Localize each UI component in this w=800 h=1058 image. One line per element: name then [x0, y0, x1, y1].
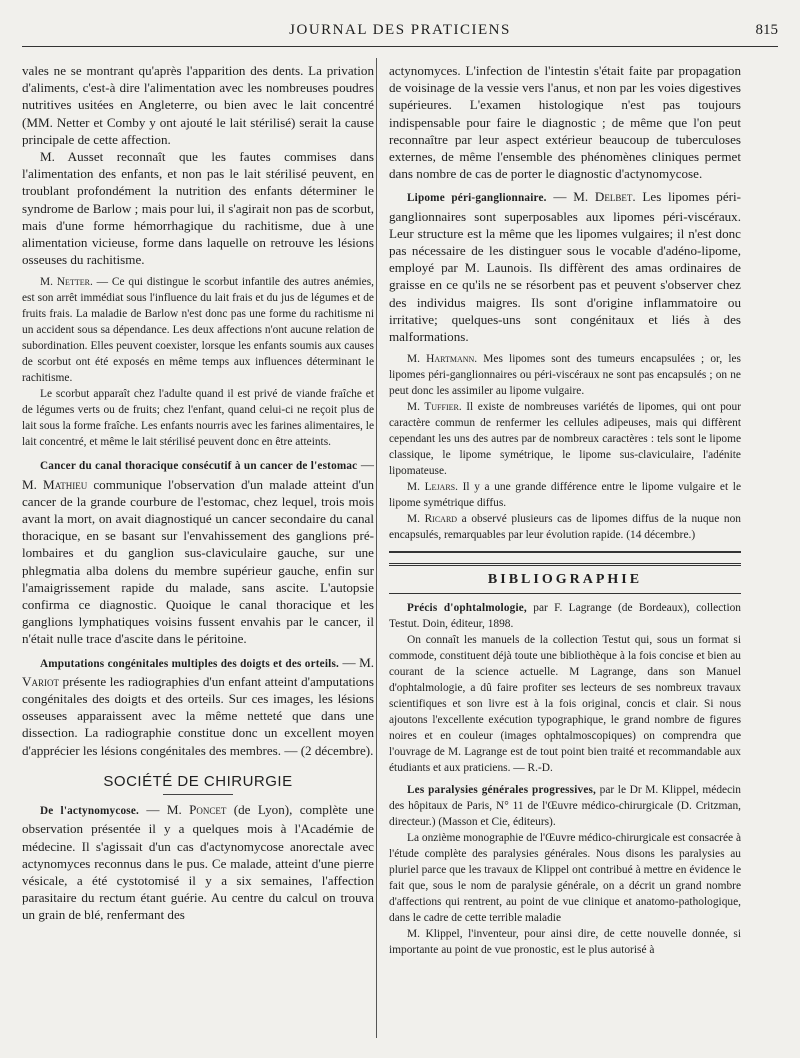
- page-header: [22, 18, 778, 47]
- speaker-name: M. Mathieu: [22, 476, 88, 492]
- article-lead: Cancer du canal thoracique consécutif à un cancer de l'estomac: [40, 460, 358, 473]
- paragraph-small: [389, 351, 741, 399]
- section-rule: [163, 794, 233, 795]
- speaker-name: M. Lejars.: [407, 481, 458, 494]
- paragraph-small: Le scorbut apparaît chez l'adulte quand il est privé de viande fraîche et de légumes verts ou de fruits; chez l'enfant, quand celui-ci ne reçoit plus de lait sous la forme fraîche. Les enfants nourris avec les farines alimentaires, le lait concentré, et même le lait stérilisé peuvent donc en être atteints.: [22, 388, 374, 449]
- paragraph: M. Ausset reconnaît que les fautes commises dans l'alimentation des enfants, et non pas le lait stérilisé peuvent, en troublant profondément la nutrition des enfants déterminer le syndrome de Barlow ; mais pour lui, il s'agirait non pas de scorbut, mais d'une forme hémorrhagique du rachitisme, due à une alimentation vicieuse, forme dans laquelle on retrouve les lésions osseuses du rachitisme.: [22, 149, 374, 268]
- paragraph-small: On connaît les manuels de la collection Testut qui, sous un format si commode, constituent déjà toute une bibliothèque à la fois concise et bien au courant de la science actuelle. M Lagrange, dans son Manuel d'ophtalmologie, a dû faire profiter ses lecteurs de ses nombreux travaux scientifiques et son livre est à la fois original, concis et clair. Si nous ajoutons l'excellente exécution typographique, le grand nombre de figures noires et en couleur (images ophtalmoscopiques) on comprendra que l'ouvrage de M. Lagrange est de tout point bien traité et recommandable aux étudiants et aux praticiens. — R.-D.: [389, 634, 741, 775]
- paragraph-small: [389, 399, 741, 479]
- page-number: 815: [755, 22, 778, 38]
- paragraph-text: Il existe de nombreuses variétés de lipomes, qui ont pour caractère commun de renfermer les cellules adipeuses, mais qui diffèrent cependant les uns des autres par de nombreux caractères : tels sont le lipome classique, le lipome symétrique, le lipome sus-claviculaire, l'adénite lipomateuse.: [389, 401, 741, 478]
- paragraph-text: communique l'observation d'un malade atteint d'un cancer de la grande courbure de l'estomac, chez lequel, trois mois avant la mort, on avait diagnostiqué un cancer secondaire du canal thoracique, en se basant sur l'envahissement des ganglions pré-lombaires et du ganglion sus-claviculaire gauche, sur une phlegmatia alba dolens du membre supérieur gauche, enfin sur l'amaigrissement rapide du malade, sans ascite. L'autopsie confirma ce diagnostic. Quoique le canal thoracique et les ganglions lymphatiques voisins fussent envahis par le cancer, il n'était nulle trace d'ascite dans le péritoine.: [22, 476, 375, 647]
- paragraph-text: Il y a une grande différence entre le lipome vulgaire et le lipome symétrique diffus.: [389, 481, 741, 510]
- paragraph-small: [389, 479, 741, 511]
- speaker-name: M. Hartmann.: [407, 353, 478, 366]
- paragraph-text: par le Dr M. Klippel, médecin des hôpitaux de Paris, N° 11 de l'Œuvre médico-chirurgicale (D. Critzman, directeur.) (Masson et Cie, éditeurs).: [389, 784, 741, 829]
- speaker-name: M. Netter.: [40, 276, 93, 289]
- paragraph: actynomyces. L'infection de l'intestin s'était faite par propagation de voisinage de la vessie vers l'anus, et non par les voies digestives supérieures. L'examen histologique n'est pas toujours indispensable pour faire le diagnostic ; de même que l'on peut reconnaître par leur aspect extérieur beaucoup de tuberculoses externes, de même l'ensemble des phénomènes cliniques permet dans nombre de cas de porter le diagnostic d'actynomycose.: [389, 63, 741, 182]
- article-lead: De l'actynomycose.: [40, 805, 140, 818]
- speaker-name: M. Variot: [22, 654, 375, 689]
- paragraph: vales ne se montrant qu'après l'apparition des dents. La privation d'aliments, c'est-à dire l'alimentation avec les nombreuses poudres nutritives usitées en Angleterre, ou bien avec le lait concentré (MM. Netter et Comby y ont ajouté le lait stérilisé) serait la cause principale de cette affection.: [22, 63, 374, 147]
- paragraph-small: M. Klippel, l'inventeur, pour ainsi dire, de cette nouvelle donnée, si importante au point de vue pronostic, est le plus autorisé à: [389, 928, 741, 957]
- book-title: Les paralysies générales progressives,: [407, 784, 597, 797]
- speaker-name: M. Delbet.: [573, 189, 636, 205]
- article-lead: Amputations congénitales multiples des doigts et des orteils.: [40, 657, 340, 670]
- paragraph-small: [389, 600, 741, 632]
- column-divider: [376, 58, 377, 1038]
- left-column: [22, 62, 374, 924]
- paragraph-text: présente les radiographies d'un enfant atteint d'amputations congénitales des doigts et des orteils. Sur ces images, les lésions osseuses apparaissent avec la même netteté que dans une dissection. La radiographie constitue donc un excellent moyen d'apprécier les lésions congénitales des membres. — (2 décembre).: [22, 673, 374, 758]
- section-heading: SOCIÉTÉ DE CHIRURGIE: [103, 772, 293, 790]
- paragraph: Lipome péri-ganglionnaire. — M. Delbet. Les lipomes péri-ganglionnaires sont superposables aux lipomes péri-viscéraux. Leur structure est la même que les lipomes vulgaires; il n'est donc pas nécessaire de les distinguer sous le vocable d'adéno-lipome, employé par M. Launois. Ils diffèrent des amas ordinaires de graisse en ce qu'ils ne se résorbent pas et peuvent s'observer chez des individus maigres. Ils sont d'origine inflammatoire ou irritative; quelques-uns sont congénitaux et liés à des malformations.: [389, 189, 741, 345]
- paragraph: De l'actynomycose. — M. Poncet (de Lyon), complète une observation présentée il y a quelques mois à l'Académie de médecine. Il s'agissait d'un cas d'actynomycose anorectale avec actynomyces reconnus dans le pus. Ce malade, atteint d'une pierre vésicale, a été cystotomisé il y a six semaines, l'affection parasitaire du rectum étant guérie. Au centre du calcul on trouva un grain de blé, renfermant des: [22, 802, 374, 923]
- right-column: [389, 62, 741, 958]
- journal-title: JOURNAL DES PRATICIENS: [289, 22, 511, 38]
- paragraph-text: Mes lipomes sont des tumeurs encapsulées ; or, les lipomes péri-ganglionnaires ou péri-viscéraux ne sont pas encapsulés ; on ne peut donc les assimiler au lipome vulgaire.: [389, 353, 741, 398]
- paragraph-text: Les lipomes péri-ganglionnaires sont superposables aux lipomes péri-viscéraux. Leur structure est la même que les lipomes vulgaires; il n'est donc pas nécessaire de les distinguer sous le vocable d'adéno-lipome, employé par M. Launois. Ils diffèrent des amas ordinaires de graisse en ce qu'ils ne se résorbent pas et peuvent s'observer chez des individus maigres. Ils sont d'origine inflammatoire ou irritative; quelques-uns sont congénitaux et liés à des malformations.: [389, 189, 741, 345]
- book-title: Précis d'ophtalmologie,: [407, 602, 527, 615]
- paragraph-text: (de Lyon), complète une observation présentée il y a quelques mois à l'Académie de médecine. Il s'agissait d'un cas d'actynomycose anorectale avec actynomyces reconnus dans le pus. Ce malade, atteint d'une pierre vésicale, a été cystotomisé il y a six semaines, l'affection parasitaire du rectum étant guérie. Au centre du calcul on trouva un grain de blé, renfermant des: [22, 802, 374, 923]
- speaker-name: M. Tuffier.: [407, 401, 462, 414]
- bibliography-top-rule: [389, 551, 741, 553]
- paragraph-text: par F. Lagrange (de Bordeaux), collection Testut. Doin, éditeur, 1898.: [389, 602, 741, 631]
- paragraph-text: a observé plusieurs cas de lipomes diffus de la nuque non encapsulés, remarquables par leur évolution rapide. (14 décembre.): [389, 513, 742, 542]
- paragraph-small: La onzième monographie de l'Œuvre médico-chirurgicale est consacrée à l'étude complète des paralysies générales. Nous disons les paralysies au pluriel parce que les travaux de Klippel ont contribué à mettre en évidence le fait que, sous le nom de paralysie générale, on a décrit un grand nombre d'affections qui rentrent, au point de vue clinique et anatomo-pathologique, dans le cadre de cette terrible maladie: [389, 832, 741, 925]
- paragraph: Amputations congénitales multiples des doigts et des orteils. — M. Variot présente les radiographies d'un enfant atteint d'amputations congénitales des doigts et des orteils. Sur ces images, les lésions osseuses apparaissent avec la même netteté que dans une dissection. La radiographie constitue donc un excellent moyen d'apprécier les lésions congénitales des membres. — (2 décembre).: [22, 654, 375, 758]
- paragraph-small: [389, 511, 741, 543]
- paragraph-small: [22, 274, 374, 386]
- bibliography-heading: BIBLIOGRAPHIE: [389, 563, 741, 594]
- paragraph-small: [389, 782, 741, 830]
- article-lead: Lipome péri-ganglionnaire.: [407, 192, 547, 205]
- speaker-name: M. Poncet: [166, 802, 227, 818]
- speaker-name: M. Ricard: [407, 513, 458, 526]
- paragraph: Cancer du canal thoracique consécutif à un cancer de l'estomac — M. Mathieu communique l'observation d'un malade atteint d'un cancer de la grande courbure de l'estomac, chez lequel, trois mois avant la mort, on avait diagnostiqué un cancer secondaire du canal thoracique, en se basant sur l'envahissement des ganglions pré-lombaires et du ganglion sus-claviculaire gauche, sur une phlegmatia alba dolens du membre supérieur gauche, enfin sur l'amaigrissement rapide du malade, sans ascite. L'autopsie confirma ce diagnostic. Quoique le canal thoracique et les ganglions lymphatiques voisins fussent envahis par le cancer, il n'était nulle trace d'ascite dans le péritoine.: [22, 457, 375, 647]
- paragraph-text: — Ce qui distingue le scorbut infantile des autres anémies, est son arrêt immédiat sous l'influence du lait frais et du jus de légumes et de fruits frais. La maladie de Barlow n'est donc pas une forme du rachitisme ni un accident sous sa dépendance. Les deux affections n'ont aucune relation de subordination. Elles peuvent coexister, lorsque les enfants soumis aux causes de scorbut ont été exposés en même temps aux influences déterminant le rachitisme.: [22, 276, 374, 385]
